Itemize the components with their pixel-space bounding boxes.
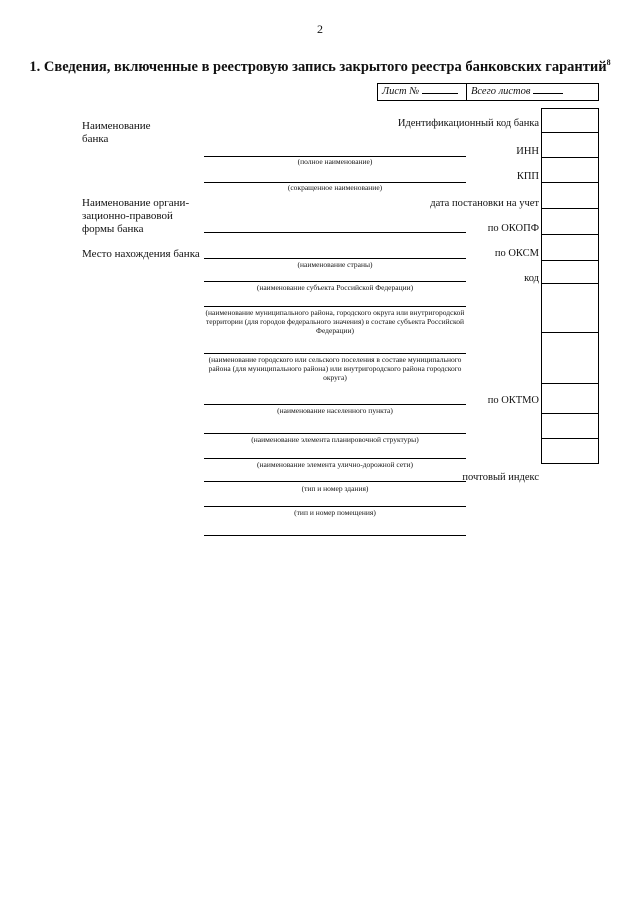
- page-number: 2: [317, 22, 323, 36]
- code-cells-column: [541, 108, 599, 464]
- id-code-label: Идентификационный код банка: [397, 118, 539, 129]
- street-caption: (наименование элемента улично-дорожной сети): [257, 460, 413, 469]
- bank-name-label-line2: банка: [82, 133, 109, 145]
- oksm-label: по ОКСМ: [494, 248, 539, 259]
- country-field[interactable]: [204, 258, 466, 259]
- street-field[interactable]: [204, 458, 466, 459]
- org-form-label: [82, 197, 189, 236]
- code-label: код: [524, 273, 539, 284]
- subject-caption: (наименование субъекта Российской Федерации): [256, 283, 414, 292]
- oktmo-label: по ОКТМО: [487, 395, 539, 406]
- code-cell[interactable]: [542, 261, 598, 284]
- settlement-caption: (наименование городского или сельского поселения в составе муниципального района (для муниципального района) или внутригородского района городского округа): [208, 355, 462, 382]
- title-footnote-mark: 8: [606, 58, 611, 67]
- municipal-code-cell[interactable]: [542, 284, 598, 333]
- okopf-label: по ОКОПФ: [487, 223, 539, 234]
- inn-label: ИНН: [516, 146, 539, 157]
- section-title-text: 1. Сведения, включенные в реестровую запись закрытого реестра банковских гарантий: [29, 58, 607, 75]
- org-form-label-line3: формы банка: [82, 223, 144, 235]
- total-sheets-label: Всего листов: [471, 86, 531, 97]
- subject-field[interactable]: [204, 281, 466, 282]
- locality-caption: (наименование населенного пункта): [277, 406, 393, 415]
- sheet-number-cell: [378, 84, 467, 100]
- planning-field[interactable]: [204, 433, 466, 434]
- sheet-info-box: [377, 83, 599, 101]
- reg-date-cell[interactable]: [542, 183, 598, 209]
- country-caption: (наименование страны): [297, 260, 373, 269]
- oktmo-cell[interactable]: [542, 384, 598, 414]
- org-form-label-line2: зационно-правовой: [82, 210, 173, 222]
- premises-caption: (тип и номер помещения): [294, 508, 376, 517]
- org-form-field[interactable]: [204, 232, 466, 233]
- building-field[interactable]: [204, 481, 466, 482]
- settlement-field[interactable]: [204, 353, 466, 354]
- premises-field[interactable]: [204, 506, 466, 507]
- building-caption: (тип и номер здания): [301, 484, 369, 493]
- oksm-cell[interactable]: [542, 235, 598, 261]
- municipal-field[interactable]: [204, 306, 466, 307]
- settlement-code-cell[interactable]: [542, 333, 598, 384]
- kpp-label: КПП: [516, 171, 539, 182]
- sheet-number-blank[interactable]: [422, 93, 458, 94]
- total-sheets-blank[interactable]: [533, 93, 563, 94]
- location-label: Место нахождения банка: [82, 248, 200, 260]
- okopf-cell[interactable]: [542, 209, 598, 235]
- section-title: [0, 58, 640, 76]
- extra-field[interactable]: [204, 535, 466, 536]
- planning-code-cell[interactable]: [542, 414, 598, 439]
- locality-field[interactable]: [204, 404, 466, 405]
- org-form-label-line1: Наименование органи-: [82, 197, 190, 209]
- reg-date-label: дата постановки на учет: [430, 198, 539, 209]
- municipal-caption: (наименование муниципального района, городского округа или внутригородской территории (для городов федерального значения) в составе субъекта Российской Федерации): [205, 308, 465, 335]
- kpp-cell[interactable]: [542, 158, 598, 183]
- inn-cell[interactable]: [542, 133, 598, 158]
- postal-index-label: почтовый индекс: [462, 472, 539, 483]
- full-name-caption: (полное наименование): [297, 157, 373, 166]
- planning-caption: (наименование элемента планировочной структуры): [251, 435, 419, 444]
- short-name-caption: (сокращенное наименование): [287, 183, 383, 192]
- bank-name-label: [82, 120, 151, 146]
- total-sheets-cell: [467, 84, 598, 100]
- sheet-number-label: Лист №: [382, 86, 420, 97]
- bank-name-label-line1: Наименование: [82, 120, 151, 132]
- id-code-cell[interactable]: [542, 109, 598, 133]
- postal-index-cell[interactable]: [542, 439, 598, 464]
